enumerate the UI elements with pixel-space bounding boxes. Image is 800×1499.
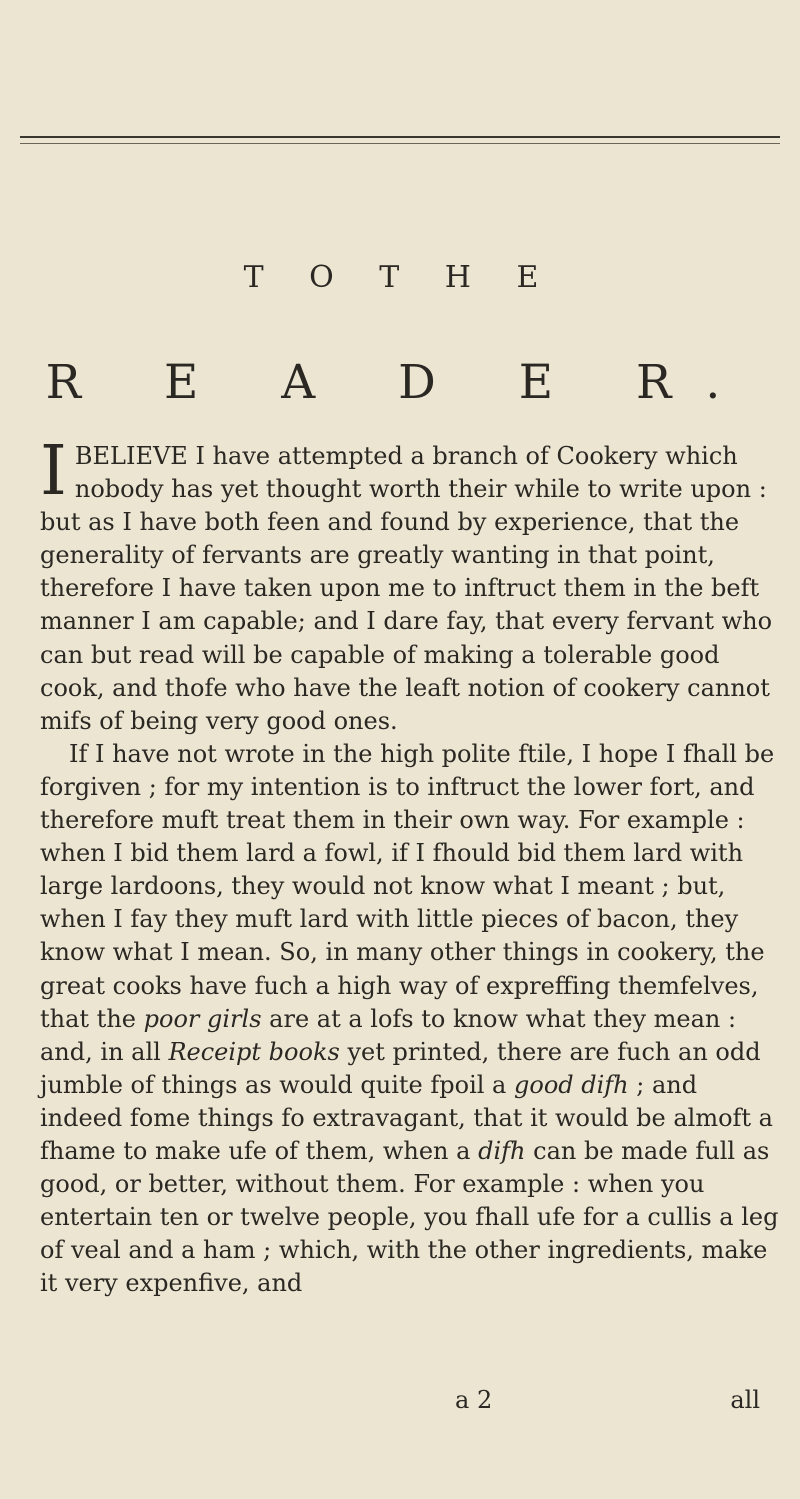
body-text: [40, 432, 785, 1300]
italic-receipt-books: Receipt books: [168, 1037, 340, 1066]
top-rule: [20, 136, 780, 144]
heading-to-the: T O T H E: [243, 260, 557, 295]
paragraph-2-text-b: are at a lofs to know what they mean : and, in all: [40, 1004, 737, 1066]
paragraph-2-text-a: If I have not wrote in the high polite ftile, I hope I fhall be forgiven ; for my intention is to inftruct the lower fort, and therefore muft treat them in their own way. For example : when I bid them lard a fowl, if I fhould bid them lard with large lardoons, they would not know what I meant ; but, when I fay they muft lard with little pieces of bacon, they know what I mean. So, in many other things in cookery, the great cooks have fuch a high way of expreffing themfelves, that the: [40, 739, 775, 1033]
italic-difh: difh: [478, 1136, 526, 1165]
drop-cap: I: [40, 432, 67, 511]
heading-reader: R E A D E R.: [45, 355, 755, 410]
paragraph-2-text-d: ; and indeed fome things fo extravagant, that it would be almoft a fhame to make ufe of them, when a: [40, 1070, 773, 1165]
paragraph-1: [40, 432, 785, 738]
page-footer: [0, 1386, 800, 1416]
paragraph-2-text-e: can be made full as good, or better, without them. For example : when you entertain ten or twelve people, you fhall ufe for a cullis a leg of veal and a ham ; which, with the other ingredients, make it very expenfive, and: [40, 1136, 779, 1298]
paragraph-2-text-c: yet printed, there are fuch an odd jumble of things as would quite fpoil a: [40, 1037, 761, 1099]
paragraph-2: [40, 738, 785, 1301]
italic-good-difh: good difh: [514, 1070, 629, 1099]
catchword: all: [730, 1386, 760, 1414]
italic-poor-girls: poor girls: [143, 1004, 262, 1033]
signature-mark: a 2: [455, 1386, 493, 1414]
paragraph-1-text: BELIEVE I have attempted a branch of Cookery which nobody has yet thought worth their while to write upon : but as I have both feen and found by experience, that the generality of fervants are greatly wanting in that point, therefore I have taken upon me to inftruct them in the beft manner I am capable; and I dare fay, that every fervant who can but read will be capable of making a tolerable good cook, and thofe who have the leaft notion of cookery cannot mifs of being very good ones.: [40, 442, 773, 735]
